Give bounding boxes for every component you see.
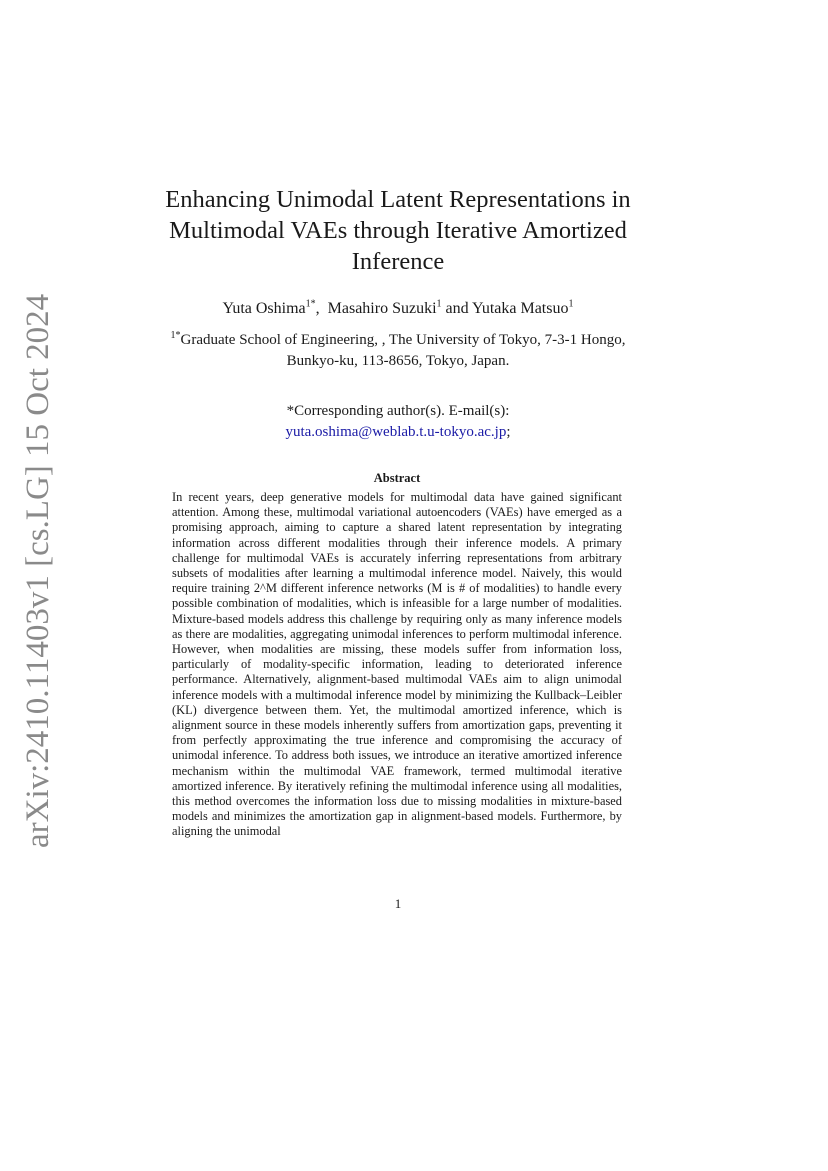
affiliation [160,330,636,372]
author-list: Yuta Oshima$^{1*}$, Masahiro Suzuki$^1$ and Yutaka Matsuo$^1$ [222,298,574,317]
affiliation-mark: 1* [170,330,181,341]
abstract-heading: Abstract [373,471,421,485]
author-affiliation-mark: 1 [568,298,574,310]
correspondence-block [160,401,636,443]
paper-title: Enhancing Unimodal Latent Representations in Multimodal VAEs through Iterative Amortized Inference [165,186,631,275]
author-name: Yutaka Matsuo [472,300,569,317]
abstract-text: In recent years, deep generative models for multimodal data have gained significant attention. Among these, multimodal variational autoencoders (VAEs) have emerged as a promising approach, aiming to capture a shared latent representation by integrating information across different modalities through their inference models. A primary challenge for multimodal VAEs is accurately inferring representations from arbitrary subsets of modalities after learning a multimodal inference model. Naively, this would require training 2^M different inference networks (M is # of modalities) to handle every possible combination of modalities, which is infeasible for a large number of modalities. Mixture-based models address this challenge by requiring only as many inference models as there are modalities, aggregating unimodal inferences to perform multimodal inference. However, when modalities are missing, these models suffer from information loss, particularly of modality-specific information, leading to deteriorated inference performance. Alternatively, alignment-based multimodal VAEs aim to align unimodal inference models with a multimodal inference model by minimizing the Kullback–Leibler (KL) divergence between them. Yet, the multimodal amortized inference, which is alignment source in these models inherently suffers from amortization gaps, preventing it from perfectly approximating the true inference and compromising the accuracy of unimodal inference. To address both issues, we introduce an iterative amortized inference mechanism within the multimodal VAE framework, termed multimodal iterative amortized inference. By iteratively refining the multimodal inference using all modalities, this method overcomes the information loss due to missing modalities in mixture-based models and minimizes the amortization gap in alignment-based models. Furthermore, by aligning the unimodal [172,490,622,839]
page-number: 1 [394,896,402,911]
author-name: Yuta Oshima [222,300,306,317]
author-affiliation-mark: 1* [305,298,316,310]
correspondence-label: *Corresponding author(s). E-mail(s): [286,403,510,419]
author-affiliation-mark: 1 [436,298,442,310]
arxiv-identifier: arXiv:2410.11403v1 [cs.LG] 15 Oct 2024 [20,293,56,848]
affiliation-text: Graduate School of Engineering, , The University of Tokyo, 7-3-1 Hongo, Bunkyo-ku, 113-8656, Tokyo, Japan. [180,332,626,369]
author-name: Masahiro Suzuki [327,300,437,317]
email-suffix: ; [506,424,511,440]
author-conjunction: and [445,300,469,317]
email-link[interactable]: yuta.oshima@weblab.t.u-tokyo.ac.jp [285,424,507,440]
